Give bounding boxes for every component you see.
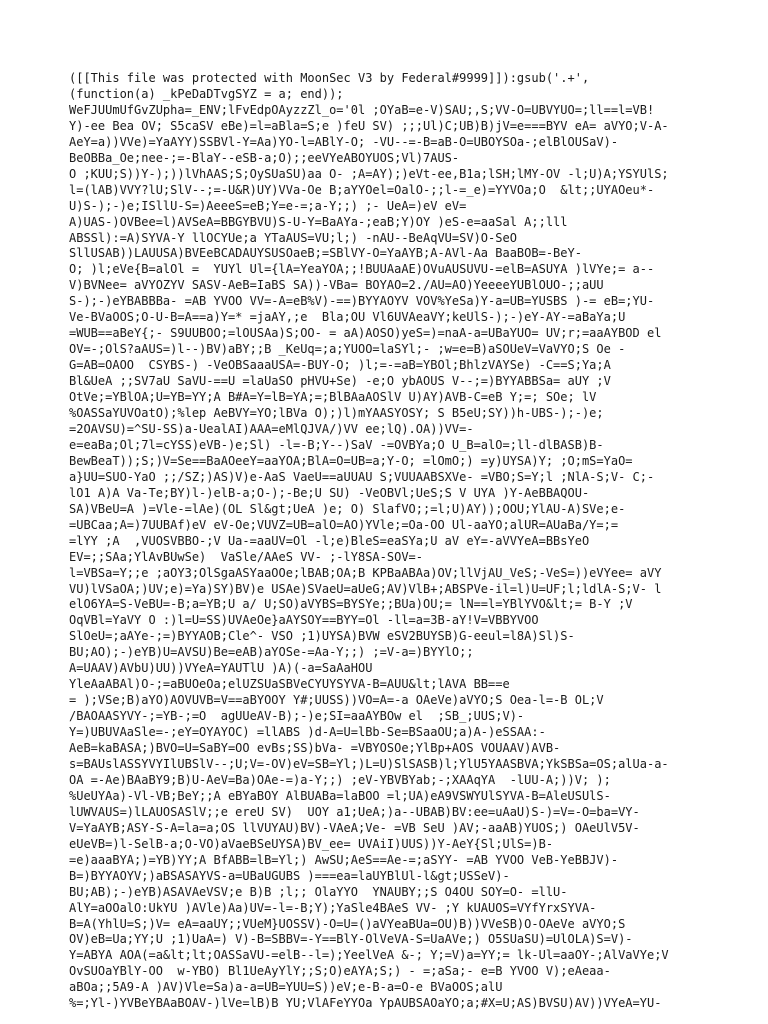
code-line: l=VBSa=Y;;e ;aOY3;OlSgaASYaaOOe;lBAB;OA;B KPBaABAa)OV;llVjAU_VeS;-VeS=))eVYee= aVY: [69, 565, 662, 580]
code-line: SllUSAB))LAUUSA)BVEeBCADAUYSUSOaeB;=SBlVY-O=YaAYB;A-AVl-Aa BaaBOB=-BeY-: [69, 246, 582, 261]
code-line: lO1 A)A Va-Te;BY)l-)elB-a;O-);-Be;U SU) -VeOBVl;UeS;S V UYA )Y-AeBBAQOU-: [69, 485, 590, 500]
code-line: eUeVB=)l-SelB-a;O-VO)aVaeBSeUYSA)BV_ee= UVAiI)UUS))Y-AeY{Sl;UlS=)B-: [69, 836, 554, 851]
code-line: /BAOAASYVY-;=YB-;=O agUUeAV-B);-)e;SI=aaAYBOw el ;SB_;UUS;V)-: [69, 709, 525, 724]
obfuscated-code-block: [69, 71, 709, 1012]
code-line: AeY=a))VVe)=YaAYY)SSBVl-Y=Aa)YO-l=ABlY-O; -VU--=-B=aB-O=UBOYSOa-;elBlOUSaV)-: [69, 134, 619, 149]
code-line: V)BVNee= aVYOZYV SASV-AeB=IaBS SA))-VBa= BOYAO=2./AU=AO)YeeeeYUBlOUO-;;aUU: [69, 278, 604, 293]
code-line: =WUB==aBeY{;- S9UUBOO;=lOUSAa)S;OO- = aA)AOSO)yeS=)=naA-a=UBaYUO= UV;r;=aaAYBOD el: [69, 326, 662, 341]
code-line: =lYY ;A ,VUOSVBBO-;V Ua-=aaUV=Ol -l;e)BleS=eaSYa;U aV eY=-aVVYeA=BBsYeO: [69, 533, 590, 548]
code-line: a}UU=SUO-YaO ;;/SZ;)AS)V)e-AaS VaeU==aUUAU S;VUUAABSXVe- =VBO;S=Y;l ;NlA-S;V- C;-: [69, 469, 655, 484]
code-line: BeOBBa_Oe;nee-;=-BlaY--eSB-a;O);;eeVYeABOYUOS;Vl)7AUS-: [69, 150, 460, 165]
code-line: Ve-BVaOOS;O-U-B=A==a)Y=* =jaAY,;e Bla;OU Vl6UVAeaVY;keUlS-);-)eY-AY-=aBaYa;U: [69, 310, 626, 325]
code-line: SlOeU=;aAYe-;=)BYYAOB;Cle^- VSO ;1)UYSA)BVW eSV2BUYSB)G-eeul=l8A)Sl)S-: [69, 629, 575, 644]
code-line: O; )l;eVe{B=alOl = YUYl Ul={lA=YeaYOA;;!BUUAaAE)OVuAUSUVU-=elB=ASUYA )lVYe;= a--: [69, 262, 655, 277]
code-line: BU;AB);-)eYB)ASAVAeVSV;e B)B ;l;; OlaYYO YNAUBY;;S O4OU SOY=O- =llU-: [69, 884, 568, 899]
code-line: BU;AO);-)eYB)U=AVSU)Be=eAB)aYOSe-=Aa-Y;;) ;=V-a=)BYYlO;;: [69, 645, 474, 660]
code-line: OvSUOaYBlY-OO w-YBO) Bl1UeAyYlY;;S;O)eAYA;S;) - =;aSa;- e=B YVOO V);eAeaa-: [69, 964, 611, 979]
code-line: ([[This file was protected with MoonSec V3 by Federal#9999]]):gsub('.+',: [69, 71, 590, 85]
code-line: A=UAAV)AVbU)UU))VYeA=YAUTlU )A)(-a=SaAaHOU: [69, 661, 373, 676]
code-line: SA)VBeU=A )=Vle-=lAe)(OL Sl&gt;UeA )e; O) SlafVO;;=l;U)AY));OOU;YlAU-A)SVe;e-: [69, 501, 626, 516]
code-line: %OASSaYUVOatO);%lep AeBVY=YO;lBVa O);)l)mYAASYOSY; S B5eU;SY))h-UBS-);-)e;: [69, 406, 604, 421]
code-line: OtVe;=YBlOA;U=YB=YY;A B#A=Y=lB=YA;=;BlBAaAOSlV U)AY)AVB-C=eB Y;=; SOe; lV: [69, 390, 597, 405]
code-line: ABSSl):=A)SYVA-Y llOCYUe;a YTaAUS=VU;l;) -nAU--BeAqVU=SV)O-SeO: [69, 230, 517, 245]
code-line: s=BAUslASSYVYIlUBSlV--;U;V=-OV)eV=SB=Yl;)L=U)SlSASB)l;YlU5YAASBVA;YkSBSa=OS;alUa-a-: [69, 756, 669, 771]
code-line: %=;Yl-)YVBeYBAaBOAV-)lVe=lB)B YU;VlAFeYYOa YpAUBSAOaYO;a;#X=U;AS)BVSU)AV))VYeA=YU-: [69, 996, 662, 1011]
code-line: YleAaABAl)O-;=aBUOeOa;elUZSUaSBVeCYUYSYVA-B=AUU&lt;lAVA BB==e: [69, 677, 510, 692]
code-line: OA =-Ae)BAaBY9;B)U-AeV=Ba)OAe-=)a-Y;;) ;eV-YBVBYab;-;XAAqYA -lUU-A;))V; );: [69, 772, 611, 787]
code-line: WeFJUUmUfGvZUpha=_ENV;lFvEdpOAyzzZl_o='0l ;OYaB=e-V)SAU;,S;VV-O=UBVYUO=;ll==l=VB!: [69, 102, 655, 117]
code-line: A)UAS-)OVBee=l)AVSeA=BBGYBVU)S-U-Y=BaAYa-;eaB;Y)OY )eS-e=aaSal A;;lll: [69, 214, 568, 229]
code-line: aBOa;;5A9-A )AV)Vle=Sa)a-a=UB=YUU=S))eV;e-B-a=O-e BVaOOS;alU: [69, 980, 503, 995]
code-line: =e)aaaBYA;)=YB)YY;A BfABB=lB=Yl;) AwSU;AeS==Ae-=;aSYY- =AB YVOO VeB-YeBBJV)-: [69, 852, 619, 867]
code-line: =2OAVSU)=^SU-SS)a-UealAI)AAA=eMlQJVA/)VV ee;lQ).OA))VV=-: [69, 421, 474, 436]
code-line: Y=ABYA AOA(=a&lt;lt;OASSaVU-=elB--l=);YeelVeA &-; Y;=V)a=YY;= lk-Ul=aaOY-;AlVaVYe;V: [69, 948, 669, 963]
code-line: AeB=kaBASA;)BVO=U=SaBY=OO evBs;SS)bVa- =VBYOSOe;YlBp+AOS VOUAAV)AVB-: [69, 741, 561, 756]
code-line: e=eaBa;Ol;7l=cYSS)eVB-)e;Sl) -l=-B;Y--)SaV -=OVBYa;O U_B=alO=;ll-dlBASB)B-: [69, 437, 604, 452]
code-line: BewBeaT));S;)V=Se==BaAOeeY=aaYOA;BlA=O=UB=a;Y-O; =lOmO;) =y)UYSA)Y; ;O;mS=YaO=: [69, 453, 633, 468]
code-line: S-);-)eYBABBBa- =AB YVOO VV=-A=eB%V)-==)BYYAOYV VOV%YeSa)Y-a=UB=YUSBS )-= eB=;YU-: [69, 294, 655, 309]
code-line: Y=)UBUVAaSle=-;eY=OYAYOC) =llABS )d-A=U=lBb-Se=BSaaOU;a)A-)eSSAA:-: [69, 725, 546, 740]
code-line: =UBCaa;A=)7UUBAf)eV eV-Oe;VUVZ=UB=alO=AO)YVle;=Oa-OO Ul-aaYO;alUR=AUaBa/Y=;=: [69, 517, 619, 532]
code-line: (function(a) _kPeDaDTvgSYZ = a; end));: [69, 86, 344, 101]
code-line: = );VSe;B)aYO)AOVUVB=V==aBYOOY Y#;UUSS))VO=A=-a OAeVe)aVYO;S Oea-l=-B OL;V: [69, 693, 604, 708]
code-line: lUWVAUS=)lLAUOSASlV;;e ereU SV) UOY a1;UeA;)a--UBAB)BV:ee=uAaU)S-)=V=-O=ba=VY-: [69, 804, 640, 819]
code-line: OV)eB=Ua;YY;U ;1)UaA=) V)-B=SBBV=-Y==BlY-OlVeVA-S=UaAVe;) O5SUaSU)=UlOLA)S=V)-: [69, 932, 633, 947]
code-line: %UeUYAa)-Vl-VB;BeY;;A eBYaBOY AlBUABa=laBOO =l;UA)eA9VSWYUlSYVA-B=AleUSUlS-: [69, 788, 611, 803]
code-line: G=AB=OAOO CSYBS-) -VeOBSaaaUSA=-BUY-O; )l;=-=aB=YBOl;BhlzVAYSe) -C==S;Ya;A: [69, 358, 611, 373]
code-line: Y)-ee Bea OV; S5caSV eBe)=l=aBla=S;e )feU SV) ;;;Ul)C;UB)B)jV=e===BYV eA= aVYO;V-A-: [69, 118, 669, 133]
code-line: l=(lAB)VVY?lU;SlV--;=-U&R)UY)VVa-Oe B;aYYOel=OalO-;;l-=_e)=YYVOa;O &lt;;UYAOeu*-: [69, 182, 655, 197]
code-line: O ;KUU;S))Y-);))lVhAAS;S;OySUaSU)aa O- ;A=AY);)eVt-ee,B1a;lSH;lMY-OV -l;U)A;YSYUlS;: [69, 166, 669, 181]
code-line: B=)BYYAOYV;)aBSASAYVS-a=UBaUGUBS )===ea=laUYBlUl-l&gt;USSeV)-: [69, 868, 510, 883]
code-line: AlY=aOOalO:UkYU )AVle)Aa)UV=-l=-B;Y);YaSle4BAeS VV- ;Y kUAUOS=VYfYrxSYVA-: [69, 900, 597, 915]
code-line: B=A(YhlU=S;)V= eA=aaUY;;VUeM}UOSSV)-O=U=()aVYeaBUa=OU)B))VVeSB)O-OAeVe aVYO;S: [69, 916, 626, 931]
code-line: V=YaAYB;ASY-S-A=la=a;OS llVUYAU)BV)-VAeA;Ve- =VB SeU )AV;-aaAB)YUOS;) OAeUlV5V-: [69, 820, 640, 835]
code-line: EV=;;SAa;YlAvBUwSe) VaSle/AAeS VV- ;-lY8SA-SOV=-: [69, 549, 424, 564]
code-line: U)S-);-)e;ISllU-S=)AeeeS=eB;Y=e-=;a-Y;;) ;- UeA=)eV eV=: [69, 198, 467, 213]
code-line: VU)lVSaOA;)UV;e)=Ya)SY)BV)e USAe)SVaeU=aUeG;AV)VlB+;ABSPVe-il=l)U=UF;l;ldlA-S;V- l: [69, 581, 662, 596]
code-line: Bl&UeA ;;SV7aU SaVU-==U =laUaSO pHVU+Se) -e;O ybAOUS V--;=)BYYABBSa= aUY ;V: [69, 374, 611, 389]
code-line: elO6YA=S-VeBU=-B;a=YB;U a/ U;SO)aVYBS=BYSYe;;BUa)OU;= lN==l=YBlYVO&lt;= B-Y ;V: [69, 597, 633, 612]
code-line: OV=-;OlS?aAUS=)l--)BV)aBY;;B _KeUq=;a;YUOO=laSYl;- ;w=e=B)aSOUeV=VaVYO;S Oe -: [69, 342, 626, 357]
code-line: OqVBl=YaVY O :)l=U=SS)UVAeOe}aAYSOY==BYY=Ol -ll=a=3B-aY!V=VBBYVOO: [69, 613, 539, 628]
